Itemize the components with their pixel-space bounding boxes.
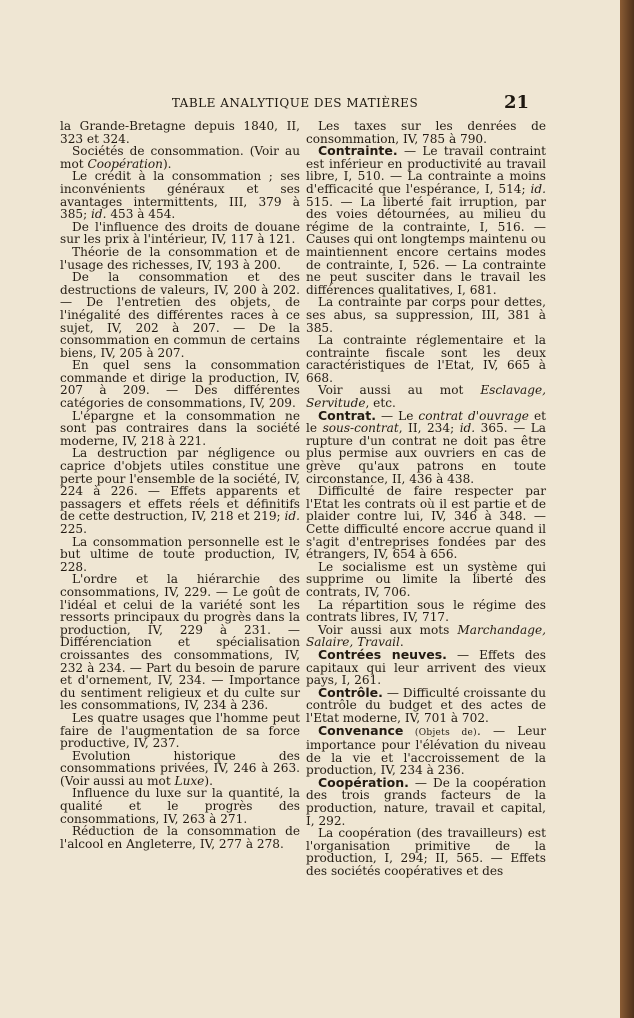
index-entry: Sociétés de consommation. (Voir au mot Coopération). (60, 144, 300, 171)
index-entry: Réduction de la consommation de l'alcool en Angleterre, IV, 277 à 278. (60, 824, 300, 851)
headword: Contrat. (318, 407, 376, 423)
index-entry-cooperation: Coopération. — De la coopération des trois grands facteurs de la production, nature, travail et capital, I, 292. (306, 774, 546, 828)
book-binding-edge (620, 0, 634, 1018)
index-entry: De l'influence des droits de douane sur les prix à l'intérieur, IV, 117 à 121. (60, 219, 300, 247)
index-entry: L'ordre et la hiérarchie des consommations, IV, 229. — Le goût de l'idéal et celui de la variété sont les ressorts principaux du progrès dans la production, IV, 229 à 231. — Différenciation et spécialisation croissantes des consommations, IV, 232 à 234. — Part du besoin de parure et d'ornement, IV, 234. — Importance du sentiment religieux et du culte sur les consommations, IV, 234 à 236. (60, 572, 300, 713)
index-entry: L'épargne et la consommation ne sont pas contraires dans la société moderne, IV, 218 à 221. (60, 408, 300, 448)
index-entry: La répartition sous le régime des contrats libres, IV, 717. (306, 597, 546, 625)
index-entry: Le socialisme est un système qui supprime ou limite la liberté des contrats, IV, 706. (306, 559, 546, 599)
right-column (306, 120, 546, 878)
index-entry: La contrainte par corps pour dettes, ses abus, sa suppression, III, 381 à 385. (306, 295, 546, 335)
index-entry: la Grande-Bretagne depuis 1840, II, 323 et 324. (60, 119, 300, 146)
index-entry: La destruction par négligence ou caprice d'objets utiles constitue une perte pour l'ensemble de la société, IV, 224 à 226. — Effets apparents et passagers et effets réels et définitifs de cette destruction, IV, 218 et 219; id. 225. (60, 446, 300, 536)
index-entry: De la consommation et des destructions de valeurs, IV, 200 à 202. — De l'entretien des objets, de l'inégalité des différentes races à ce sujet, IV, 202 à 207. — De la consommation en commun de certains biens, IV, 205 à 207. (60, 270, 300, 360)
index-entry: En quel sens la consommation commande et dirige la production, IV, 207 à 209. — Des différentes catégories de consommations, IV, 209. (60, 358, 300, 411)
index-entry: Voir aussi au mot Esclavage, Servitude, etc. (306, 383, 546, 411)
index-entry: Evolution historique des consommations privées, IV, 246 à 263. (Voir aussi au mot Luxe). (60, 748, 300, 788)
headword: Convenance (318, 722, 404, 738)
index-entry-contrainte: Contrainte. — Le travail contraint est inférieur en productivité au travail libre, I, 510. — La contrainte a moins d'efficacité que l'espérance, I, 514; id. 515. — La liberté fait irruption, par des voies détournées, au milieu du régime de la contrainte, I, 516. — Causes qui ont longtemps maintenu ou maintiennent encore certains modes de contrainte, I, 526. — La contrainte ne peut susciter dans le travail les différences qualitatives, I, 681. (306, 143, 546, 297)
index-entry: Le crédit à la consommation ; ses inconvénients généraux et ses avantages intermittents, III, 379 à 385; id. 453 à 454. (60, 169, 300, 222)
index-entry: La contrainte réglementaire et la contrainte fiscale sont les deux caractéristiques de l'Etat, IV, 665 à 668. (306, 333, 546, 385)
index-entry: Les taxes sur les denrées de consommation, IV, 785 à 790. (306, 119, 546, 146)
index-entry-convenance: Convenance (Objets de). — Leur importance pour l'élévation du niveau de la vie et l'accroissement de la production, IV, 234 à 236. (306, 722, 546, 778)
index-entry-contrat: Contrat. — Le contrat d'ouvrage et le sous-contrat, II, 234; id. 365. — La rupture d'un contrat ne doit pas être plus permise aux ouvriers en cas de grève qu'aux patrons en toute circonstance, II, 436 à 438. (306, 407, 547, 486)
left-column (60, 120, 300, 850)
index-entry: Voir aussi aux mots Marchandage, Salaire, Travail. (306, 622, 546, 650)
index-entry: Difficulté de faire respecter par l'Etat les contrats où il est partie et de plaider contre lui, IV, 346 à 348. — Cette difficulté encore accrue quand il s'agit d'entreprises fondées par des étrangers, IV, 654 à 656. (306, 484, 546, 562)
index-entry: Les quatre usages que l'homme peut faire de l'augmentation de sa force productive, IV, 237. (60, 710, 300, 751)
page-number: 21 (504, 92, 530, 113)
headword: Contrainte. (318, 143, 398, 159)
running-title: TABLE ANALYTIQUE DES MATIÈRES (171, 96, 419, 110)
headword: Coopération. (318, 774, 409, 790)
index-entry: La coopération (des travailleurs) est l'organisation primitive de la production, I, 294; II, 565. — Effets des sociétés coopératives et des (306, 826, 546, 879)
headword: Contrées neuves. (318, 646, 447, 662)
index-entry: Influence du luxe sur la quantité, la qualité et le progrès des consommations, IV, 263 à 271. (60, 786, 300, 826)
headword: Contrôle. (318, 684, 383, 700)
index-entry-controle: Contrôle. — Difficulté croissante du contrôle du budget et des actes de l'Etat moderne, IV, 701 à 702. (306, 684, 546, 725)
index-entry-contrees-neuves: Contrées neuves. — Effets des capitaux qui leur arrivent des vieux pays, I, 261. (306, 646, 546, 688)
index-entry: La consommation personnelle est le but ultime de toute production, IV, 228. (60, 534, 300, 574)
index-entry: Théorie de la consommation et de l'usage des richesses, IV, 193 à 200. (60, 244, 300, 272)
